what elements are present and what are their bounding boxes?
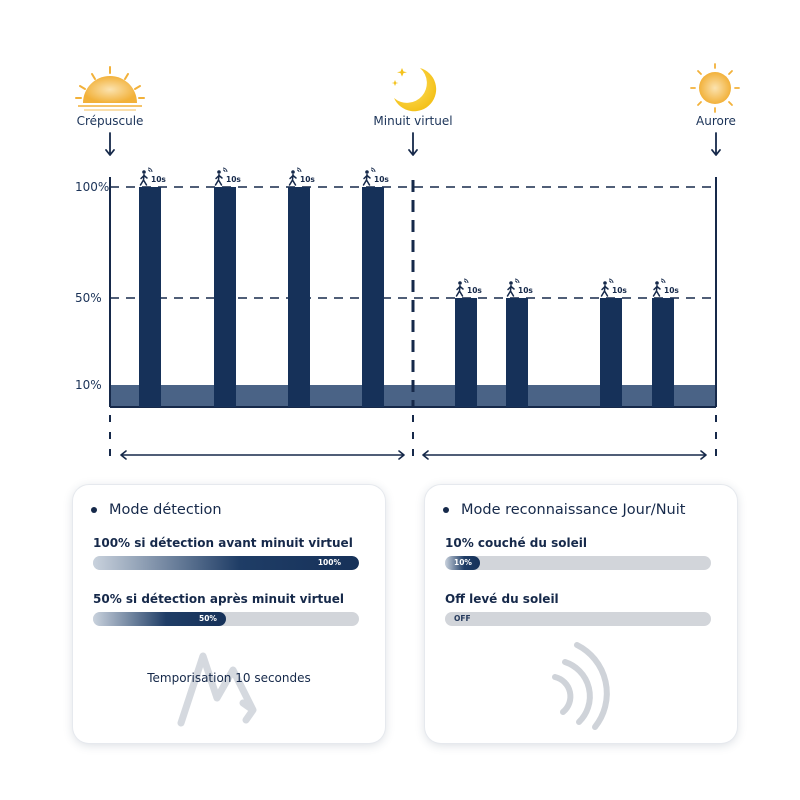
- timer-label: 10s: [151, 175, 166, 184]
- timer-label: 10s: [518, 286, 533, 295]
- detection-after-bar: [93, 612, 359, 626]
- light-level-bar: [362, 187, 384, 407]
- dawn-level-value: OFF: [454, 614, 471, 623]
- timer-label: 10s: [612, 286, 627, 295]
- sunset-icon: [76, 67, 144, 110]
- timer-label: 10s: [374, 175, 389, 184]
- light-level-bar: [288, 187, 310, 407]
- dusk-level-value: 10%: [454, 558, 472, 567]
- dawn-label: Aurore: [696, 114, 736, 128]
- before-midnight-span-arrow: [121, 451, 404, 459]
- light-level-bar: [652, 298, 674, 407]
- detection-before-bar: [93, 556, 359, 570]
- bullet-icon: [443, 507, 449, 513]
- detection-before-label: 100% si détection avant minuit virtuel: [93, 536, 353, 550]
- dusk-level-label: 10% couché du soleil: [445, 536, 587, 550]
- light-level-bar: [455, 298, 477, 407]
- level-10-label: 10%: [75, 378, 102, 392]
- level-100-label: 100%: [75, 180, 110, 194]
- signal-waves-icon: [543, 637, 633, 732]
- after-midnight-span-arrow: [423, 451, 706, 459]
- dawn-down-arrow: [712, 133, 720, 155]
- timer-label: 10s: [467, 286, 482, 295]
- moon-icon: [392, 68, 437, 111]
- dusk-down-arrow: [106, 133, 114, 155]
- light-level-bar: [506, 298, 528, 407]
- level-50-label: 50%: [75, 291, 102, 305]
- timer-label: 10s: [664, 286, 679, 295]
- daynight-mode-title: Mode reconnaissance Jour/Nuit: [443, 502, 685, 518]
- midnight-label: Minuit virtuel: [373, 114, 453, 128]
- detection-after-label: 50% si détection après minuit virtuel: [93, 592, 345, 606]
- timer-text: Temporisation 10 secondes: [147, 671, 311, 685]
- detection-mode-title: Mode détection: [91, 502, 222, 518]
- detection-before-value: 100%: [317, 558, 341, 567]
- daynight-mode-card: [425, 485, 737, 743]
- light-level-bar: [139, 187, 161, 407]
- bars-layer: [139, 168, 679, 407]
- dusk-label: Crépuscule: [76, 114, 144, 128]
- midnight-down-arrow: [409, 133, 417, 155]
- bullet-icon: [91, 507, 97, 513]
- timer-label: 10s: [226, 175, 241, 184]
- lightning-icon: [173, 648, 263, 728]
- detection-mode-card: [73, 485, 385, 743]
- light-level-bar: [600, 298, 622, 407]
- dusk-level-bar: [445, 556, 711, 570]
- dawn-level-bar: [445, 612, 711, 626]
- light-level-bar: [214, 187, 236, 407]
- timer-label: 10s: [300, 175, 315, 184]
- dawn-level-label: Off levé du soleil: [445, 592, 559, 606]
- detection-after-value: 50%: [199, 614, 217, 623]
- sun-icon: [691, 64, 739, 112]
